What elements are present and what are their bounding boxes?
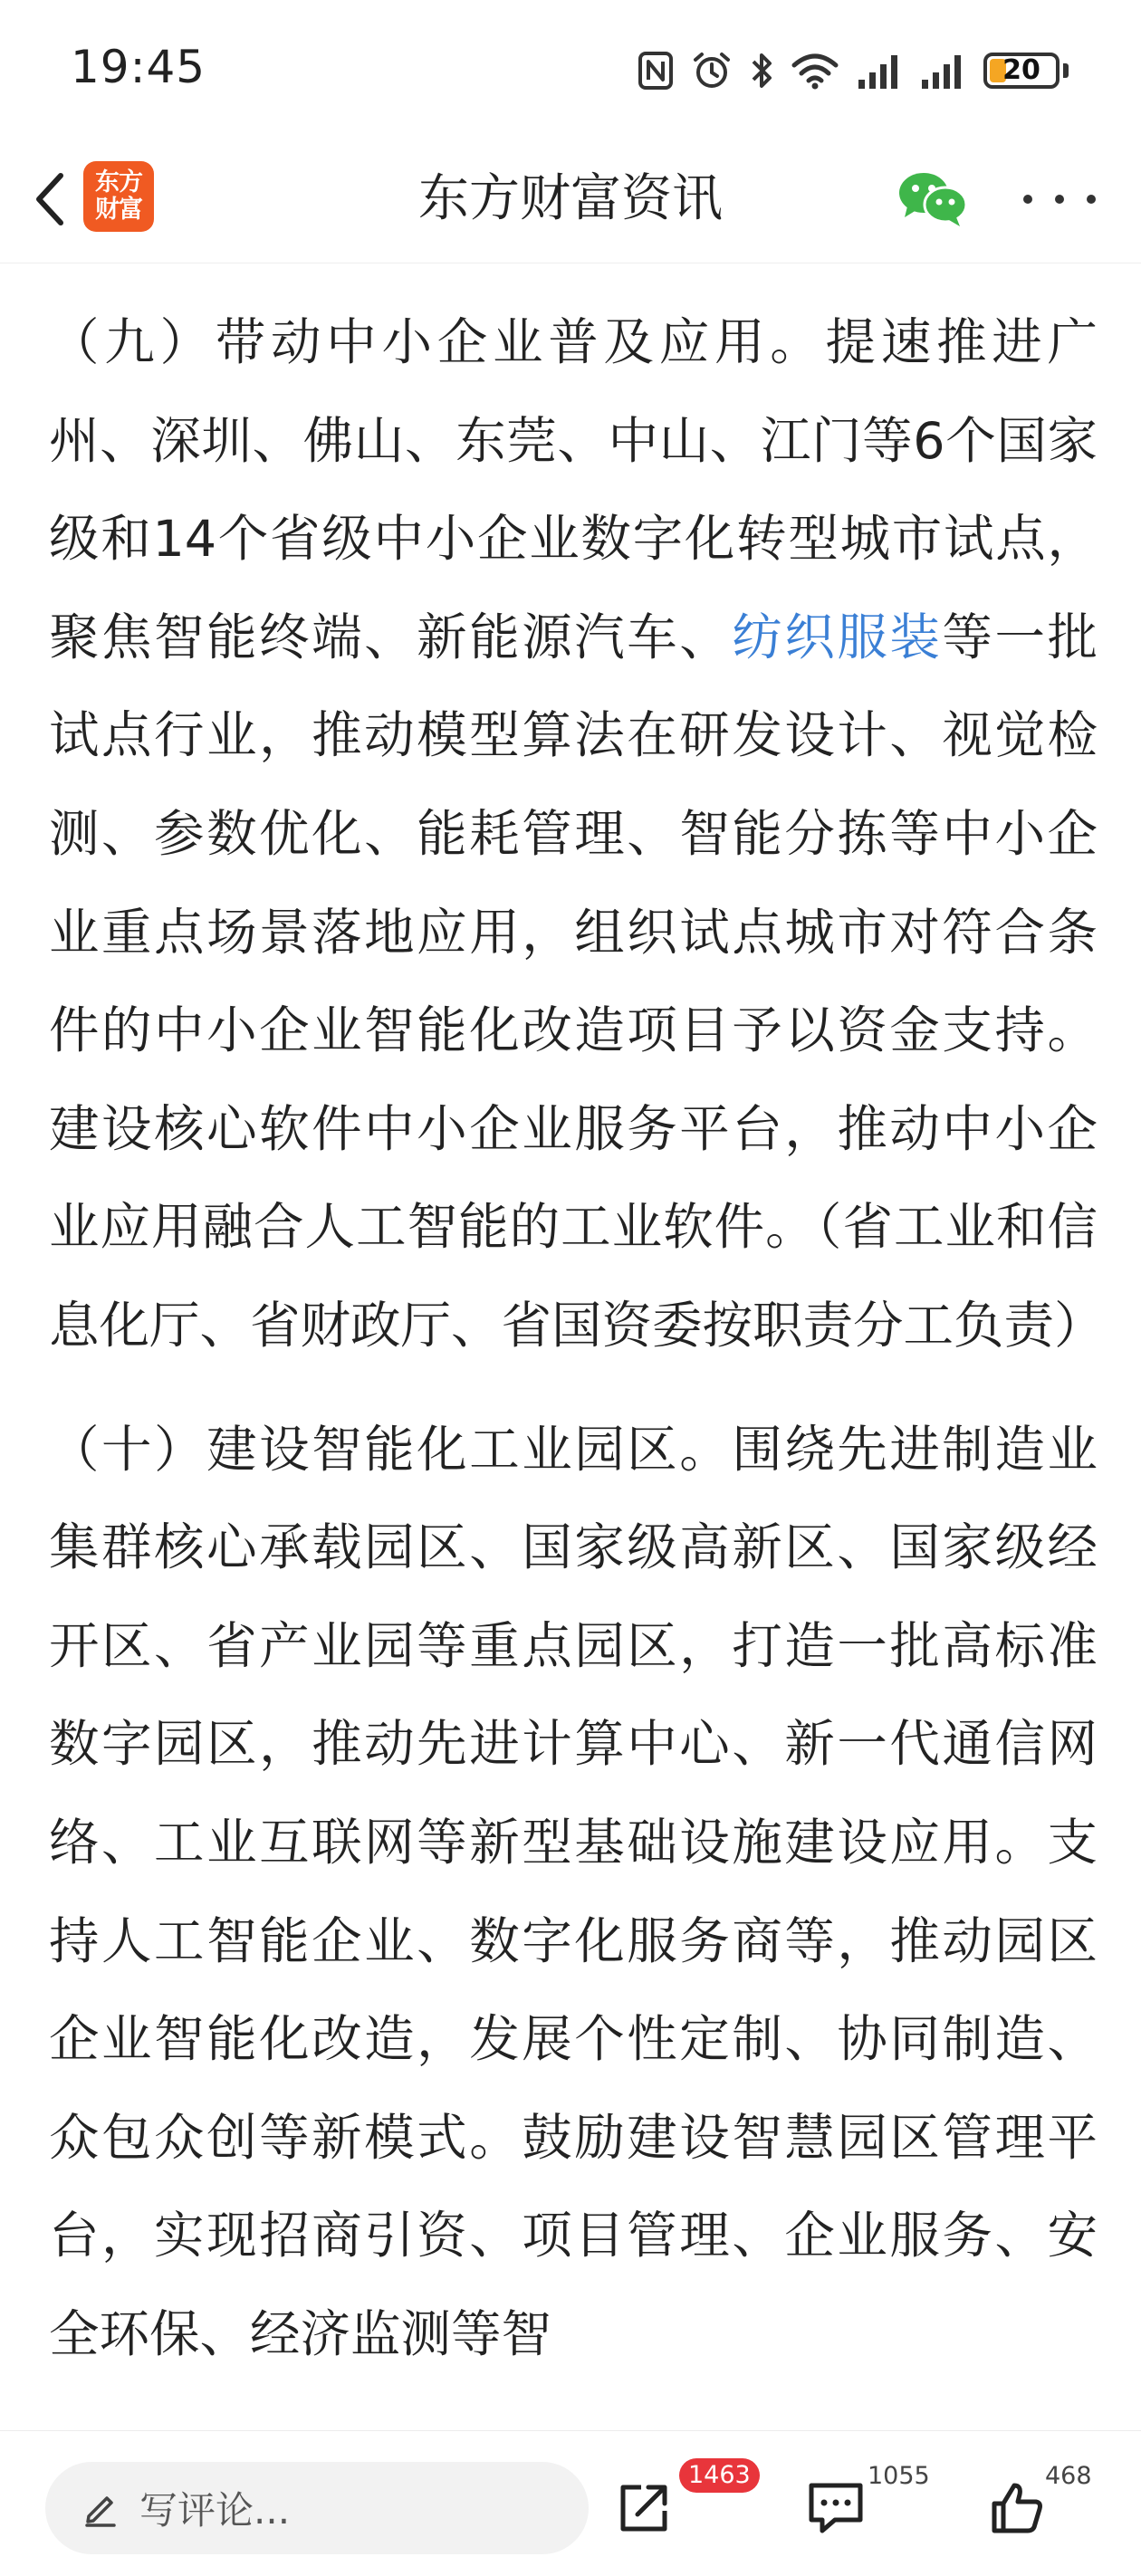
comment-icon — [804, 2478, 868, 2538]
paragraph-text: （十）建设智能化工业园区。围绕先进制造业集群核心承载园区、国家级高新区、国家级经开区、省产业园等重点园区，打造一批高标准数字园区，推动先进计算中心、新一代通信网络、工业互联网等新型基础设施建设应用。支持人工智能企业、数字化服务商等，推动园区企业智能化改造，发展个性定制、协同制造、众包众创等新模式。鼓励建设智慧园区管理平台，实现招商引资、项目管理、企业服务、安全环保、经济监测等智 — [49, 1420, 1098, 2364]
article-paragraph — [0, 294, 1141, 1376]
alarm-icon — [692, 51, 732, 91]
battery-cap — [1063, 63, 1069, 78]
signal-icon — [920, 53, 965, 89]
share-icon — [614, 2478, 674, 2538]
like-count: 468 — [1045, 2462, 1092, 2490]
article-paragraph — [0, 1402, 1141, 2385]
more-dots-icon — [1087, 195, 1096, 204]
share-button[interactable] — [614, 2467, 674, 2549]
signal-icon — [857, 53, 902, 89]
status-time: 19:45 — [71, 41, 206, 93]
more-button[interactable] — [1023, 172, 1096, 226]
title-bar — [0, 136, 1141, 263]
bottom-action-bar — [0, 2430, 1141, 2576]
comment-placeholder: 写评论... — [139, 2488, 291, 2533]
bluetooth-icon — [750, 51, 773, 91]
paragraph-text: （九）带动中小企业普及应用。提速推进广州、深圳、佛山、东莞、中山、江门等6个国家级和14个省级中小企业数字化转型城市试点，聚焦智能终端、新能源汽车、 — [49, 313, 1098, 667]
nfc-icon — [638, 51, 674, 91]
wechat-share-button[interactable] — [896, 168, 969, 228]
battery-level: 20 — [1002, 54, 1040, 86]
battery-icon — [983, 53, 1060, 89]
logo-line2: 财富 — [95, 196, 142, 224]
comment-count: 1055 — [868, 2462, 930, 2490]
article-body — [0, 294, 1141, 2431]
article-link[interactable]: 纺织服装 — [732, 608, 943, 667]
comments-button[interactable] — [804, 2467, 868, 2549]
wechat-icon — [896, 168, 969, 228]
status-bar — [0, 0, 1141, 136]
status-icons — [638, 43, 1069, 98]
more-dots-icon — [1023, 195, 1032, 204]
page-title: 东方财富资讯 — [418, 169, 723, 228]
comment-input[interactable] — [45, 2462, 589, 2554]
paragraph-text: 等一批试点行业，推动模型算法在研发设计、视觉检测、参数优化、能耗管理、智能分拣等中小企业重点场景落地应用，组织试点城市对符合条件的中小企业智能化改造项目予以资金支持。建设核心软件中小企业服务平台，推动中小企业应用融合人工智能的工业软件。（省工业和信息化厅、省财政厅、省国资委按职责分工负责） — [49, 608, 1105, 1355]
logo-line1: 东方 — [95, 168, 142, 196]
like-button[interactable] — [987, 2467, 1047, 2549]
wifi-icon — [791, 52, 839, 90]
share-count-badge: 1463 — [679, 2458, 760, 2493]
thumbs-up-icon — [987, 2478, 1047, 2538]
pencil-icon — [82, 2489, 120, 2527]
more-dots-icon — [1055, 195, 1064, 204]
